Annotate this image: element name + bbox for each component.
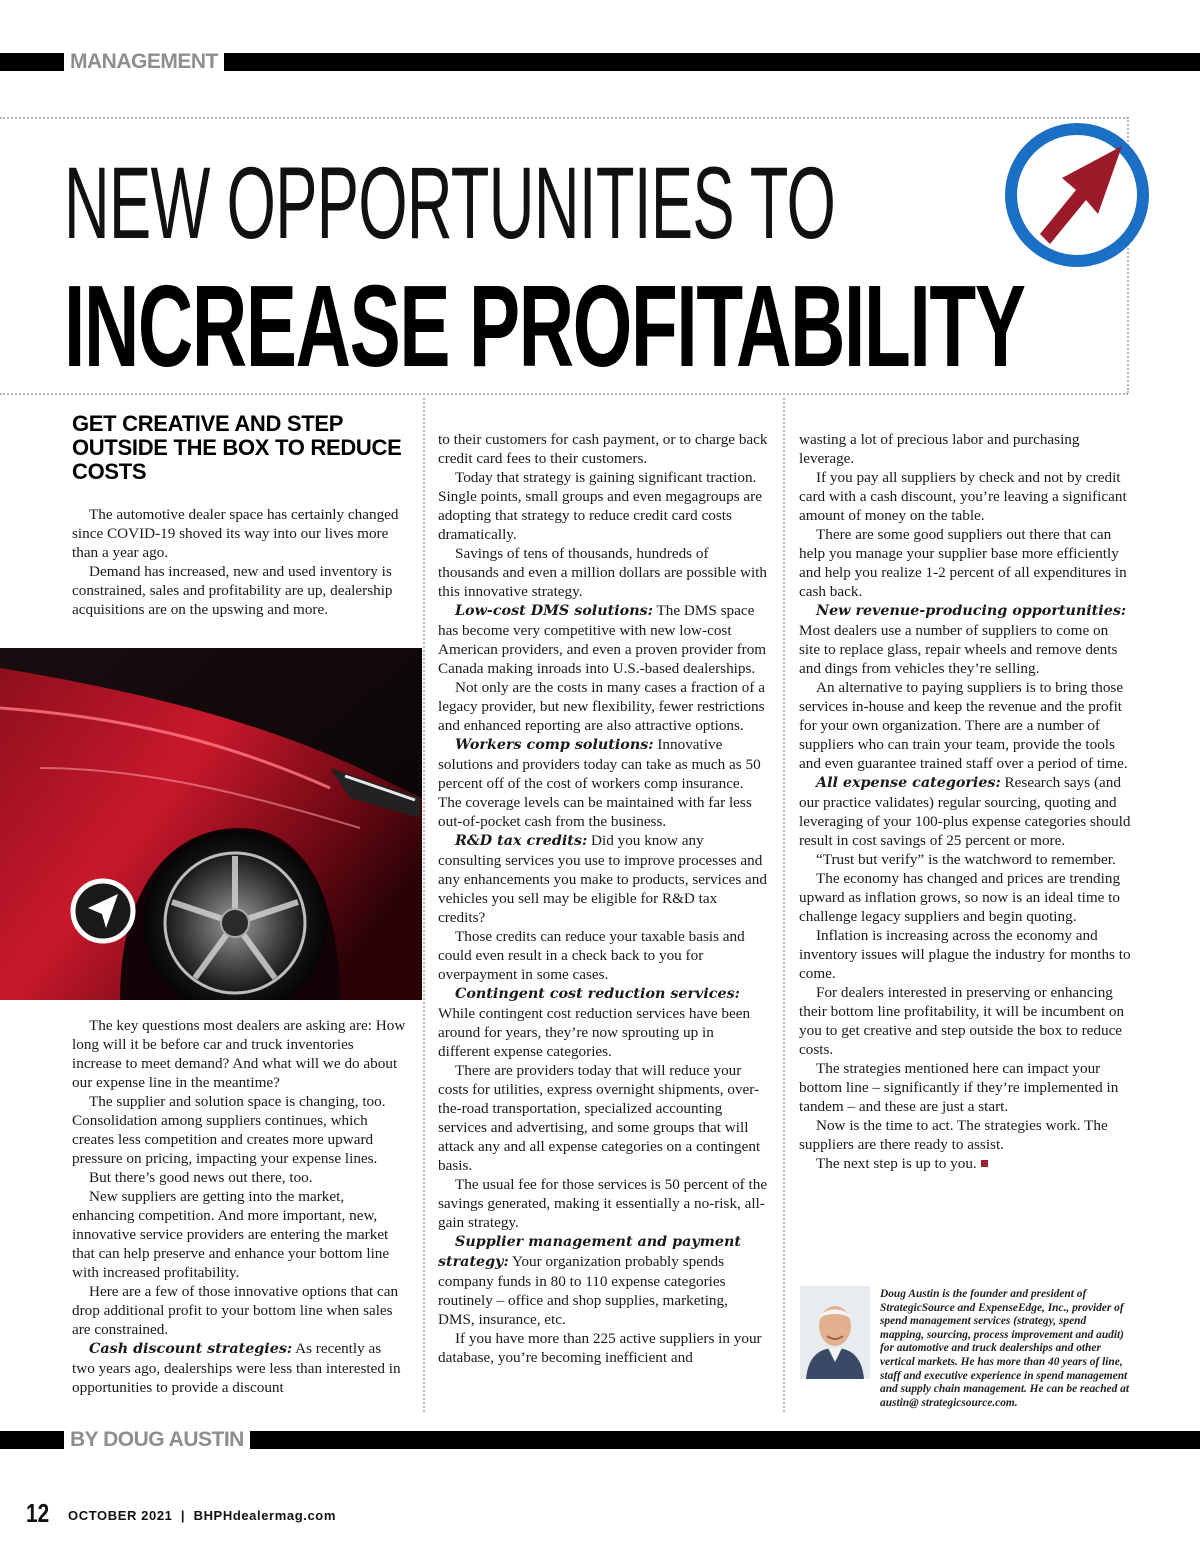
column-2 [438, 430, 768, 1367]
subhead: GET CREATIVE AND STEP OUTSIDE THE BOX TO REDUCE COSTS [72, 411, 402, 484]
paragraph: R&D tax credits: Did you know any consulting services you use to improve processes and any enhancements you make to products, services and vehicles you sell may be eligible for R&D tax credits? [438, 832, 767, 926]
lead-in: Workers comp solutions: [455, 737, 654, 753]
headline-line2: INCREASE PROFITABILITY [64, 261, 1025, 391]
paragraph: Demand has increased, new and used inventory is constrained, sales and profitability are up, dealership acquisitions are on the upswing and more. [72, 563, 393, 618]
headline-frame-bottom [0, 393, 1128, 395]
paragraph: Now is the time to act. The strategies work. The suppliers are there ready to assist. [799, 1117, 1108, 1153]
lead-in: Low-cost DMS solutions: [455, 603, 653, 619]
author-headshot-image [800, 1286, 870, 1379]
paragraph: An alternative to paying suppliers is to bring those services in-house and keep the revenue and the profit for your own organization. There are a number of suppliers who can train your team, provide the tools and even guarantee trained staff over a period of time. [799, 679, 1128, 772]
paragraph: The strategies mentioned here can impact your bottom line – significantly if they’re implemented in tandem – and these are just a start. [799, 1060, 1119, 1115]
paragraph: If you have more than 225 active suppliers in your database, you’re becoming inefficient and [438, 1330, 762, 1366]
paragraph: For dealers interested in preserving or enhancing their bottom line profitability, it will be incumbent on you to get creative and step outside the box to reduce costs. [799, 984, 1125, 1058]
lead-in: R&D tax credits: [455, 833, 588, 849]
cursor-arrow-icon [68, 876, 138, 946]
paragraph: There are providers today that will reduce your costs for utilities, express overnight shipments, over-the-road transportation, specialized accounting services and advertising, and some groups that will attack any and all expense categories on a contingent basis. [438, 1062, 761, 1174]
footer-info: OCTOBER 2021 | BHPHdealermag.com [68, 1508, 336, 1523]
page-number: 12 [26, 1498, 50, 1528]
paragraph: Inflation is increasing across the economy and inventory issues will plague the industry for months to come. [799, 927, 1131, 982]
paragraph: The supplier and solution space is changing, too. Consolidation among suppliers continues, which creates less competition and creates more upward pressure on pricing, impacting your expense lines. [72, 1093, 386, 1167]
column-1-top [72, 505, 407, 619]
paragraph: The automotive dealer space has certainly changed since COVID-19 shoved its way into our lives more than a year ago. [72, 506, 399, 561]
column-3 [799, 430, 1131, 1173]
paragraph: There are some good suppliers out there that can help you manage your supplier base more efficiently and help you realize 1-2 percent of all expenditures in cash back. [799, 526, 1127, 600]
end-mark-icon [981, 1160, 988, 1167]
column-divider-1 [423, 398, 425, 1412]
paragraph: Savings of tens of thousands, hundreds of thousands and even a million dollars are possible with this innovative strategy. [438, 545, 768, 600]
paragraph: “Trust but verify” is the watchword to remember. [816, 851, 1116, 868]
paragraph: Here are a few of those innovative options that can drop additional profit to your bottom line when sales are constrained. [72, 1283, 399, 1338]
headline-line1: NEW OPPORTUNITIES TO [64, 146, 836, 260]
compass-arrow-icon [1000, 118, 1154, 272]
paragraph: Supplier management and payment strategy: Your organization probably spends company funds in 80 to 110 expense categories routinely – office and shop supplies, marketing, DMS, insurance, etc. [438, 1234, 741, 1328]
section-label: MANAGEMENT [64, 51, 224, 73]
paragraph: All expense categories: Research says (and our practice validates) regular sourcing, quoting and leveraging of your 100-plus expense categories should result in cost savings of 25 percent or more. [799, 774, 1131, 849]
paragraph: The usual fee for those services is 50 percent of the savings generated, making it essentially a no-risk, all-gain strategy. [438, 1176, 768, 1231]
paragraph: to their customers for cash payment, or to charge back credit card fees to their customers. [438, 431, 768, 467]
paragraph: Workers comp solutions: Innovative solutions and providers today can take as much as 50 percent off of the cost of workers comp insurance. The coverage levels can be maintained with far less out-of-pocket cash from the business. [438, 736, 761, 830]
author-photo [800, 1286, 870, 1379]
car-photo [0, 648, 422, 1000]
byline: BY DOUG AUSTIN [64, 1429, 250, 1451]
paragraph: New revenue-producing opportunities: Most dealers use a number of suppliers to come on site to replace glass, repair wheels and remove dents and dings from vehicles they’re selling. [799, 603, 1127, 677]
lead-in: Contingent cost reduction services: [455, 986, 740, 1002]
paragraph: Contingent cost reduction services: While contingent cost reduction services have been around for years, they’re now sprouting up in different expense categories. [438, 986, 751, 1060]
lead-in: Supplier management and payment strategy: [438, 1234, 741, 1270]
car-image [0, 648, 422, 1000]
paragraph: Cash discount strategies: As recently as two years ago, dealerships were less than interested in opportunities to provide a discount [72, 1340, 401, 1396]
paragraph: If you pay all suppliers by check and not by credit card with a cash discount, you’re leaving a significant amount of money on the table. [799, 469, 1127, 524]
author-bio: Doug Austin is the founder and president of StrategicSource and ExpenseEdge, Inc., provider of spend management services (strategy, spend mapping, sourcing, process improvement and audit) for automotive and truck dealerships and other vertical markets. He has more than 40 years of line, staff and executive experience in spend management and supply chain management. He can be reached at austin@ strategicsource.com. [880, 1288, 1130, 1409]
lead-in: Cash discount strategies: [89, 1341, 293, 1357]
paragraph: The economy has changed and prices are trending upward as inflation grows, so now is an ideal time to challenge legacy suppliers and begin quoting. [799, 870, 1121, 925]
headline-frame-top [0, 117, 1128, 119]
paragraph: The key questions most dealers are asking are: How long will it be before car and truck inventories increase to meet demand? And what will we do about our expense line in the meantime? [72, 1017, 406, 1091]
paragraph: Low-cost DMS solutions: The DMS space has become very competitive with new low-cost American providers, and even a proven provider from Canada making inroads into U.S.-based dealerships. [438, 602, 767, 677]
paragraph: wasting a lot of precious labor and purchasing leverage. [799, 431, 1080, 467]
paragraph: New suppliers are getting into the market, enhancing competition. And more important, new, innovative service providers are entering the market that can help preserve and enhance your bottom line with increased profitability. [72, 1188, 390, 1281]
lead-in: All expense categories: [816, 775, 1001, 791]
paragraph: Today that strategy is gaining significant traction. Single points, small groups and even megagroups are adopting that strategy to reduce credit card costs dramatically. [438, 469, 762, 543]
paragraph: But there’s good news out there, too. [89, 1169, 313, 1186]
column-divider-2 [783, 398, 785, 1412]
paragraph: Those credits can reduce your taxable basis and could even result in a check back to you for overpayment in some cases. [438, 928, 745, 983]
paragraph: Not only are the costs in many cases a fraction of a legacy provider, but new flexibility, fewer restrictions and enhanced reporting are also attractive options. [438, 679, 765, 734]
lead-in: New revenue-producing opportunities: [816, 603, 1127, 619]
column-1-bottom [72, 1016, 407, 1397]
paragraph: The next step is up to you. [799, 1154, 1131, 1173]
